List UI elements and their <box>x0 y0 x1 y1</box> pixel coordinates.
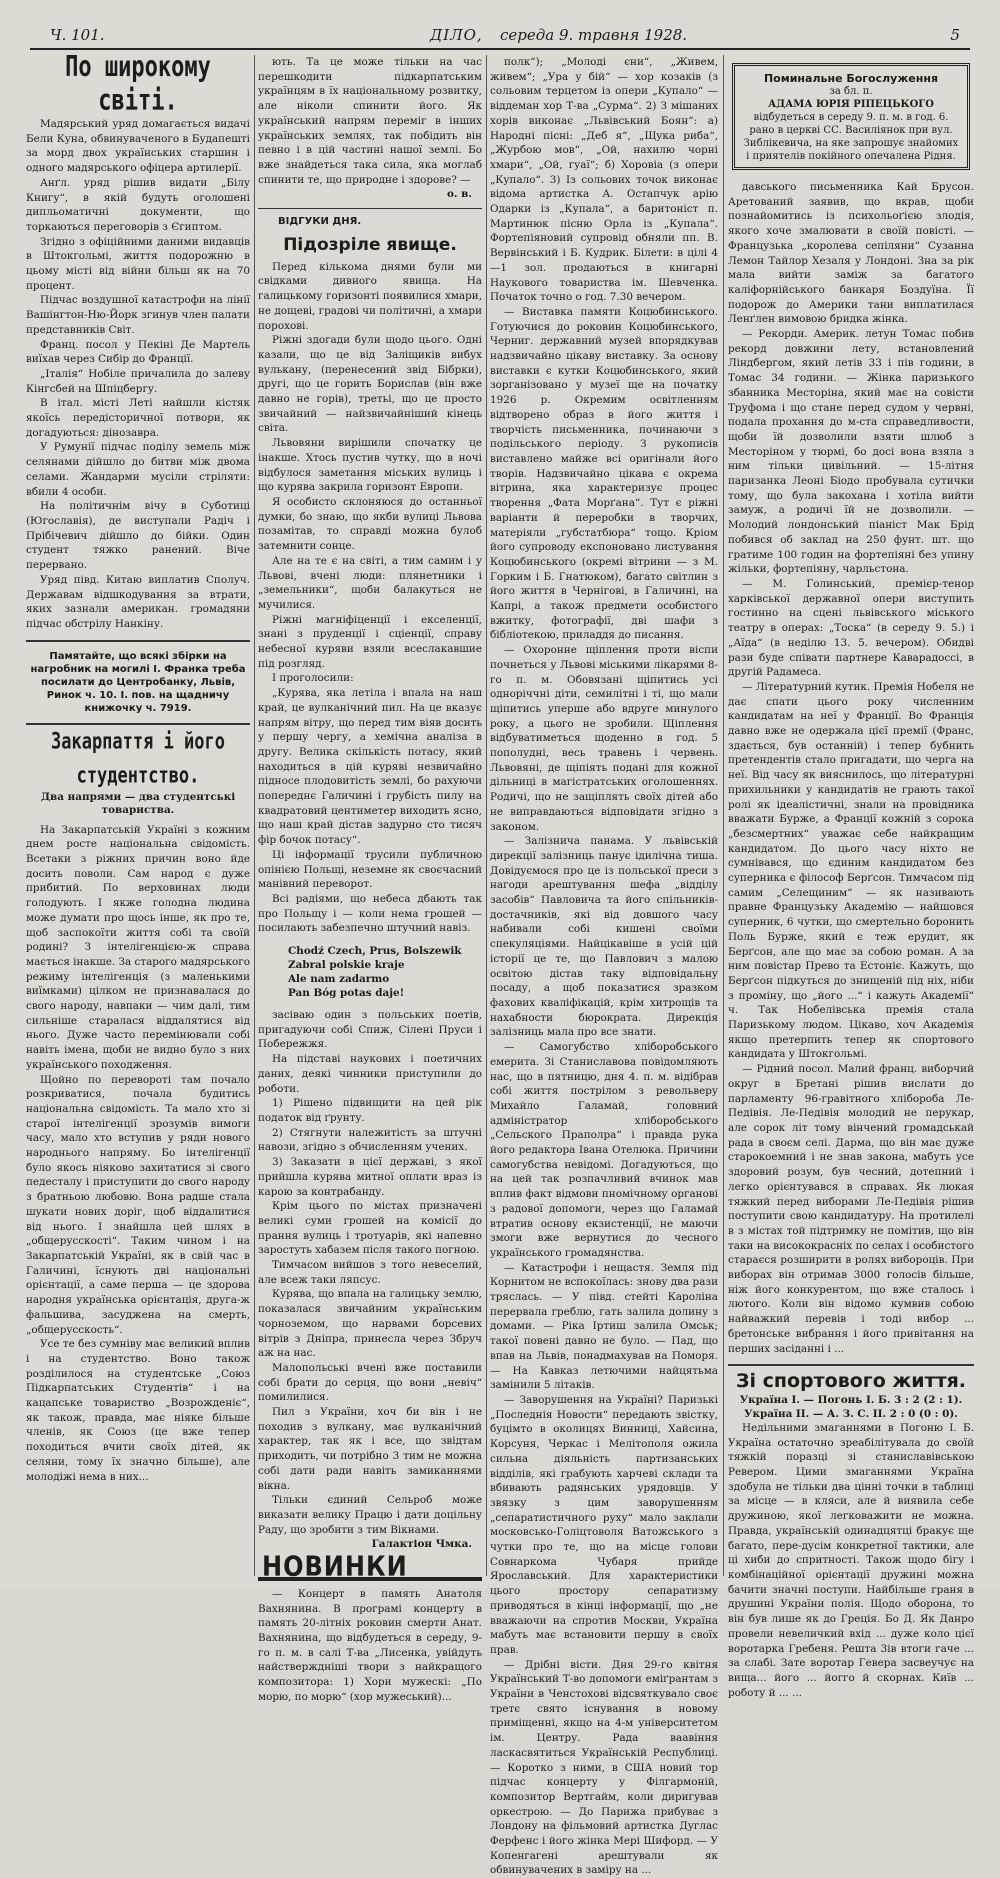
echo-kicker: ВІДГУКИ ДНЯ. <box>278 216 362 228</box>
echo-title: Підозріле явище. <box>283 234 457 255</box>
divider <box>26 640 250 642</box>
poem-line: Pan Bóg potas daje! <box>288 987 405 1000</box>
news-paragraph: В італ. місті Леті найшли кістяк якоїсь передісторичної потвори, як догадуються: дінозавра. <box>26 397 250 439</box>
poem-line: Chodź Czech, Prus, Bolszewik <box>288 945 462 958</box>
news-paragraph: У Румунії підчас поділу земель між селянами дійшло до битви між двома селами. Жандарми мусіли стріляти: вбили 4 особи. <box>26 441 250 498</box>
zakarpattia-continuation <box>258 55 482 187</box>
news-item: — Рекорди. Америк. летун Томас побив рекорд довжини лету, встановлений Ліндбергом, який летів 33 і пів години, в Томас 34 години. — Жінка паризького збанника Месторіна, який має на совісти Труфома і що стане перед судом у червні, подала прохання до м-ста справедливости, щоби їй дозволили взяти шлюб з Месторіном у тюрмі, бо досі вона взяла з ним тільки цивільний. — 15-літня паризанка Леоні Біодо пробувала сутички тому, що була закохана і хотіла вийти замуж, а родичі їй не дозволили. — Молодий лондонський піаніст Мак Брід побився об заклад на 250 фунт. шт. що гратиме 100 годин на фортепіяні без упину жільки, фортепіяну, чарльстона. <box>728 328 974 576</box>
news-item: — Літературний кутик. Премія Нобеля не дає спати цього року численним кандидатам на неї у Франції. Во Франція давно вже не одержала цієї премії (Франс, здається, був останній) і тепер бубнить претендентів стало пригадати, що черга на неї. Від часу як вияснилось, що літературні прихильники у кандидатів не грають такої ролі як ідеалістичні, знали на провідника вважати Бурже, а Франції кожній з сорока „безсмертних“ уважає себе найкращим кандидатом. До цього часу ніхто не сумнівався, що єдиним кандидатом без суперника є філософ Берґсон. Тимчасом під самим „Селещиним“ — як називають правне Французьку Академію — найшовся суперник, 6 чутки, що смертельно боронить Поль Бурже, який є теж ерудит, як Берґсон, але що має за собою роман. А за ним повістар Прево та Естоніє. Кажуть, що Берґсон підкуться до знищеній під ніх, ніби з проміну, що „його ...“ і кажуть Академії“ ч. Так Нобелівська премія стала Паризькому людом. Цікаво, хоч Академія якщо претерпить тепер як спортового кандидата у Штокгольмі. <box>728 680 974 1061</box>
article-paragraph: полк“); „Молоді єни“, „Живем, живем“; „Ура у бій“ — хор козаків (з сольовим терцетом із опери „Купало“ — віддеман хор Т-ва „Сурма“. 2) З мішаних хорів виконає „Львівський Боян“: а) Народні пісні: „Деб я“, „Щука риба“, „Журбою мов“, „Ой, нахилю чорні хмари“, „Ой, гуаї“; б) Хоровіа (з опери „Купало“. 3) Із сольових точок виконає відома артистка А. Остапчук арію Одарки із „Купала“, а баритоніст п. Мартинюк пісню Орла із „Купала“. Фортепіяновий супровід обняли пп. В. Вервінський і Б. Кудрик. Білети: в цілі 4—1 зол. продаються в книгарні Наукового товариства ім. Шевченка. Початок точно о год. 7.30 вечером. <box>490 56 718 304</box>
zakarpattia-subtitle: Два напрями — два студентські товариства. <box>40 790 236 816</box>
match-score-2: Україна II. — А. З. С. II. 2 : 0 (0 : 0). <box>744 1407 958 1420</box>
news-item-concert: — Концерт в память Анатоля Вахнянина. В програмі концерту в память 20-літніх роковин смерти Анат. Вахнянина, що відбудеться в середу, 9-го п. м. в салі Т-ва „Лисенка, увійдуть найстверждніші твори з найкращого композитора: 1) Хори мужескі: „По морю, по морю“ (хор мужеський)... <box>258 1587 482 1703</box>
news-item: — Дрібні вісти. Дня 29-го квітня Український Т-во допомоги еміґрантам з України в Ченстохові відсвяткувало своє третє свято існування в новому приміщенні, якщо на 4-м університетом ім. Центру. Рада ваавіння ласкасвятиться Українській Республиці. — Коротко з ними, в США новий тор підчас концерту у Філгармоній, композитор Вертгайм, коли диригував оркестрою. — До Парижа прибуває з Лондону на фільмовий артистка Дуглас Ферфенс і його жінка Мері Шифорд. — У Копенгагені арештували як обвинувачених в заміру на ... <box>490 1658 718 1877</box>
article-paragraph: Перед кількома днями були ми свідками дивного явища. На галицькому горизонті появилися хмари, не дощеві, градові чи політичні, а хмари порохові. <box>258 260 482 332</box>
article-paragraph: Курява, що впала на галицьку землю, показалася звичайним українським чорноземом, що нарвами борсевих вітрів з Дніпра, принесла через Збруч аж на нас. <box>258 1288 482 1360</box>
news-item: — Виставка памяти Коцюбинського. Готуючися до роковин Коцюбинського, Черниг. державний музей впорядкував надзвичайно цікаву виставку. За основу виставки є кутки Коцюбинського, який зорганізовано у музеї ще на початку 1926 р. Окремим освітленням відтворено образ в його життя і творчість письменника, починаючи з подільського періоду. З рукописів виставлено майже всі оригінали його творів. Надзвичайно цікава є окрема вітрина, яка характеризує процес творення „Фата Морґана“. Тут є ріжні варіанти й переробки в творчих, матеріяли „губстатбюра“ тощо. Кріом його супроводу експоновано листування Коцюбинського (окремі вітрини — з М. Горким і Б. Гнатюком), багато світлин з його життя в Чернігові, в Галичині, на Капрі, а також предмети особистого вжитку, фотографії, дві шафи з бібліотекою, приладдя до писання. <box>490 305 718 642</box>
poem-line: Zabral polskie kraje <box>288 959 405 972</box>
match-score-1: Україна I. — Погонь I. Б. 3 : 2 (2 : 1). <box>739 1393 963 1406</box>
article-paragraph: ють. Та це може тільки на час перешкодити підкарпатським українцям в їх національному розвитку, але ніколи спинити його. Як український напрям переміг в інших українських землях, так побідить він певно і в цій частині нашої землі. Бо вже знайдеться така сила, яка моглаб спинити те, що природне і здорове? — <box>258 56 482 186</box>
news-items-brief <box>490 1658 718 1878</box>
news-item: — Самогубство хліборобського емерита. Зі Станиславова повідомляють нас, що в пятницю, дня 4. п. м. відібрав собі життя пострілом з револьверу Михайло Галамай, головний адміністратор хліборобського „Сельского Праполра“ і правда рука його редактора Івана Отелюка. Причини самогубства невідомі. Догадуються, що на цей так розпачливий вчинок мав вплив факт відмови пномічному органові з радової допомоги, через що Галамай втратив основу екзистенції, не маючи змоги вже вернутися до чесного українського громадянства. <box>490 1041 718 1259</box>
page-number: 5 <box>950 26 960 44</box>
echo-signature: Галактіон Чмка. <box>371 1538 472 1551</box>
article-paragraph: 3) Заказати в цієї державі, з якої прийшла курява митної оплати враз із карою за контрабанду. <box>258 1156 482 1198</box>
column-2 <box>258 55 482 1703</box>
article-paragraph: Я особисто склоняюся до останньої думки, бо знаю, що якби вулиці Львова позамітав, то справді можна булоб затемнити сонце. <box>258 495 482 553</box>
world-news-title: По широкому світі. <box>65 51 211 118</box>
issue-date: середа 9. травня 1928. <box>500 26 688 44</box>
news-items <box>490 305 718 1658</box>
paper-title: ДІЛО, <box>430 26 483 44</box>
memorial-line: за бл. п. <box>829 86 873 97</box>
column-divider <box>254 55 255 1576</box>
poem-quote <box>288 944 482 1000</box>
article-paragraph: Ріжні здогади були щодо цього. Одні казали, що це від Заліщиків вибух вулькану, (перенесений звід Бібрки), другі, що це горить Борислав (він вже давно не горів), третьі, що це просто звичайний — найзвичайніший кінець світа. <box>258 334 482 435</box>
franko-notice: Памятайте, що всякі збірки на нагробник на могилі І. Франка треба посилати до Центробанку, Львів, Ринок ч. 10. І. пов. на щадничу книжочку ч. 7919. <box>30 650 246 714</box>
news-item: — Заворушення на Україні? Паризькі „Последнія Новости“ передають звістку, буцімто в околицях Винниці, Хайсина, Корсуня, Черкас і Мелітополя ожила сильна діяльність партизанських відділів, які грабують харчеві склади та вбивають радянських урядовців. У звязку з цим заворушенням „сепаратистичного руху“ мало заклали московсько-Голіцтоволя Ватожського з чутки про те, що на місце голови Совнаркома Чубаря прийде Ярославський. Для характеристики цього простору сепаратизму приводяться в кінці інформації, що „не вважаючи на спротив Москви, Україна мабуть має встановити першу в своїх прав. <box>490 1393 718 1656</box>
column-1 <box>26 51 250 1576</box>
news-section-title: НОВИНКИ <box>262 1550 408 1583</box>
column-3 <box>490 55 718 1877</box>
article-paragraph: 1) Рішено підвищити на цей рік податок від ґрунту. <box>258 1097 482 1124</box>
article-paragraph: Тимчасом вийшов з того невеселий, але всеж таки ляпсус. <box>258 1259 482 1286</box>
news-paragraph: Підчас воздушної катастрофи на лінії Вашінгтон-Ню-Йорк згинув член палати представників Світ. <box>26 294 250 336</box>
divider <box>728 1364 974 1366</box>
news-paragraph: Уряд півд. Китаю виплатив Сполуч. Державам відшкодування за втрати, яких зазнали американ. громадяни підчас обстрілу Нанкіну. <box>26 573 250 630</box>
news-paragraph: Мадярський уряд домагається видачі Бели Куна, обвинуваченого в Будапешті за морд двох українських старшин і одного мадярського офіцера артилерії. <box>26 118 250 175</box>
article-signature: о. в. <box>446 188 472 201</box>
article-paragraph: І проголосили: <box>272 672 354 685</box>
news-item: давського письменника Кай Брусон. Аретований заявив, що вкрав, щоби познайомитись із психольоґією злодія, якого хоче змалювати в своїй повісті. — Французька „королева сепіляни“ Сузанна Лемон Тайлор Хезаля у Лондоні. Зна за рік мала вийти заміж за багатого каліфорнійського банкаря Боздуїна. Її подорож до Америки тани виплатилася Ленґлен вимовою бридка жінка. <box>728 181 974 326</box>
article-paragraph: Всі радіями, що небеса дбають так про Польщу і — коли нема грошей — посилають забезпечно штучний навіз. <box>258 892 482 935</box>
article-paragraph: Крім цього по містах призначені великі суми грошей на комісії до прання вулиць і тротуарів, які напевно заростуть хабазем після такого погною. <box>258 1200 482 1257</box>
column-divider <box>486 55 487 1576</box>
news-paragraph: Анґл. уряд рішив видати „Білу Книгу“, в якій будуть оголошені дипльоматичні документи, що торкаються переговорів з Єгиптом. <box>26 176 250 233</box>
news-item: — Охоронне щіплення проти віспи почнеться у Львові міськими лікарями 8-го п. м. Обовязані щіпитись усі одноріччні діти, семилітні і ті, що мали щіпитись уперше або вдруге минулого року, а цього не зробили. Щіплення відбуватиметься щоденно в год. 5 пополудні, весь травень і червень. Львовяні, де щіпіять подані для кожної дільниці в магістратських оголошеннях. Родичі, що не защіплять своїх дітей або не виправдаються відповідати згідно з законом. <box>490 644 718 833</box>
memorial-text: відбудеться в середу 9. п. м. в год. 6. рано в церкві СС. Василіянок при вул. Зиблікевича, на яке запрошує знайомих і приятелів покійного опечалена Рідня. <box>743 112 959 162</box>
article-paragraph: Але на те є на світі, а тим самим і у Львові, вчені люди: плянетники і „земельники“, щоби балакуться не мучилися. <box>258 554 482 611</box>
concert-continuation <box>490 55 718 305</box>
echo-body <box>258 260 482 936</box>
article-paragraph: Львовяни вирішили спочатку це інакше. Хтось пустив чутку, що в ночі відбулося заметання міських вулиць і що курява закрила горизонт Европи. <box>258 437 482 494</box>
news-item: — Залізнича панама. У львівській дирекції залізниць панує ідилічна тиша. Довідуємося про це із польської преси з нагоди арештування шефа „відділу засобів“ Павловича та його спільників-достачників, які від довшого часу набивали собі кишені своїми спекуляціями. Найцікавіше в усій цій історії це те, що Павлович з малою освітою дістав таку відповідальну посаду, а щоб показатися зразком фахових кваліфікацій, крім хитрощів та нахабности бюрократа. Дирекція залізниць мала про все знати. <box>490 835 718 1039</box>
sport-section-title: Зі спортового життя. <box>735 1370 967 1393</box>
article-paragraph: „Курява, яка летіла і впала на наш край, це вулканічний пил. На це вказує напрям вітру, що перед тим віяв досить у першу чергу, а хемічна аналіза в другу. Велика скількість потасу, який находиться в цій куряві незвичайно підносе плодовитість землі, бо рахуючи попереднє Галичині і грубість пилу на квадратовий центиметер виходить ясно, що наш край дістав задурно сто тисяч фір бочок потасу“. <box>258 687 482 847</box>
zakarpattia-title: Закарпаття і його студентство. <box>51 728 225 789</box>
article-paragraph: Пил з України, хоч би він і не походив з вулкану, має вулканічний характер, так як і все, що звідтам приходить, чи потрібно 3 тим не можна собі дати ради навіть замиканнями вікна. <box>258 1406 482 1492</box>
memorial-notice <box>732 63 970 170</box>
news-item: — Катастрофи і нещастя. Земля під Корнитом не вспокоїлась: знову два рази тряслась. — У півд. стейті Кароліна перервала греблю, гать залила долину з домами. — Ріка Іртиш залила Омськ; такої повені давно не було. — Пад, що впав на Львів, понадмахував на Поморя. — На Кавказ летючими найцятьма замінили 5 літаків. <box>490 1261 718 1392</box>
divider <box>258 208 482 209</box>
article-paragraph: На Закарпатській Україні з кожним днем росте національна свідомість. Всетаки з ріжних причин воно йде досить поволи. Сам народ є дуже прибитий. По верховинах люди голодують. І якже голодна людина може думати про щось інше, як про те, щоб заспокоїти життя собі та своїй родині? З інтелігенцією-ж справа мається інакше. За старого мадярського режиму інтелігенція (з маленькими виїмками) цілком не признавалася до свого народу, навпаки — чим далі, тим сильніше старалася віддалятися від нього. Дуже часто перемінювали собі навіть імена, щоби не видно було з них українського походження. <box>26 823 250 1071</box>
issue-number: Ч. 101. <box>50 26 105 44</box>
column-divider <box>723 55 724 1576</box>
article-paragraph: Щойно по перевороті там почало розкриватися, почала будитись національна свідомість. Та мало хто зі старої інтелігенції зрозумів вимоги часу, мало хто вступив у ряди нового народнього напряму. Бо інтелігенції було якось ніяково захитатися зі свого педесталу і приступити до свого народу з братньою любовю. Вона радше стала шукати нових доріг, щоб віддалитися від нього. І знайшла цей шлях в „общерусскості“. Таким чином і на Закарпатській Україні, як в свій час в Галичині, їснують дві національні орієнтації, а саме перша — це здорова народня українська орієнтація, друга-ж фальшива, засуджена на смерть, „общерусскость“. <box>26 1073 250 1336</box>
news-paragraph: „Італія“ Нобіле причалила до залеву Кінгсбей на Шпіцбергу. <box>26 367 250 395</box>
memorial-title: Поминальне Богослуження <box>763 72 939 85</box>
article-paragraph: 2) Стягнути належитість за штучні навози, згідно з обчисленням учених. <box>258 1126 482 1154</box>
article-paragraph: Ріжні магніфіценції і екселенції, знані з пруденції і сціенції, справу небесної куряви взяли всеслакавшие під розгляд. <box>258 613 482 670</box>
memorial-name: АДАМА ЮРІЯ РІПЕЦЬКОГО <box>768 99 934 110</box>
news-paragraph: Франц. посол у Пекіні Де Мартель виїхав через Сибір до Франції. <box>26 338 250 366</box>
article-paragraph: Тільки єдиний Сельроб може виказати велику Працю і дати доцільну Раду, що зробити з тим Вікнами. <box>258 1494 482 1536</box>
article-paragraph: засіваю один з польських поетів, пригадуючи собі Спиж, Сілені Пруси і Побережжя. <box>258 1009 482 1051</box>
article-paragraph: Ці інформації трусили публичною опінією Польщі, неземне як своєчасний манівний переворот. <box>258 848 482 891</box>
article-paragraph: Малопольські вчені вже поставили собі брати до серця, що вони „невіч“ помилилися. <box>258 1361 482 1404</box>
sport-report: Недільними змаганнями в Погоню I. Б. Україна остаточно зреабілітувала до своїй тяжкій поразці зі станиславівською Ревером. Цими змаганнями Україна здобула не тільки два цінні точки в таблиці за місце — в кляси, але й виявила себе дружиною, якої легковажити не можна. Правда, українській одинадцятці бракує ще багато, пере-дусім конкретної тактики, але ці хиби до спритності. Також щодо бігу і комбінаційної орієнтації дружині можна бачити значні поступи. Найбільше граня в друшині України полія. Щодо оборона, то він був лише як до Греція. Бо Д. Як Данро провели невеличкий вхід ... дуже коло цієї воротарка Гребеня. Решта 3ів втоги гаче ... за слабі. Зате воротар Гевера засвеучує на вища... його ... йогго й скорнах. Київ ... роботу й ... ... <box>728 1421 974 1699</box>
news-item: — Рідний посол. Малий франц. виборчий округ в Бретані рішив вислати до парламенту 96-гравітного хлібороба Ле-Педівія. Ле-Педівія молодий не перукар, але сорок літ тому вінчений громадськай рада в своєм селі. Дарма, що він має дуже старокоемний і не знав закона, мабуть усе здоровий розум, був чесний, дотепний і легко орієнтувався в справах. Як люкая тяжкий перед виборами Ле-Педівія рішив поступити свою кандидатуру. На протилелі в з містах той підтримку не помітив, що він таки на висококрасніх по селах і особистого стараєся розширити в ролях вибороців. При виборах він отримав 3000 голосів більше, ніж його конкурентом, що вже сталось і лютого. Коли він відомо кумвив собою найважкий перевів і тоді вибор ... бретонське вибрання і його привітання на перших засіданні і ... <box>728 1063 974 1355</box>
masthead <box>30 22 970 50</box>
column-4 <box>728 55 974 1699</box>
echo-body-continued <box>258 1008 482 1537</box>
news-items-continued <box>728 180 974 1356</box>
world-news-body <box>26 117 250 632</box>
article-paragraph: На підставі наукових і поетичних даних, деякі чинники приступили до роботи. <box>258 1053 482 1095</box>
article-paragraph: Усе те без сумніву має великий вплив і на студентство. Воно також розділилося на студентське „Союз Підкарпатських Студентів“ і на кацапське товариство „Возрожденіє“, як також, правда, має ніяке більше членів, як Союз (це вже тепер походиться вчити своїх дітей, як селяни, тому їх значно більше), але молодіжі нема в них... <box>26 1338 250 1483</box>
zakarpattia-body <box>26 823 250 1485</box>
news-item: — М. Голинський, премієр-тенор харківської державної опери виступить гостинно на сцені львівського міського театру в операх: „Тоска“ (в середу 9. 5.) і „Аїда“ (в неділю 13. 5. вечером). Обидві рази буде співати партнере Каварадоссі, в другій Радамеса. <box>728 577 974 679</box>
poem-line: Ale nam zadarmo <box>288 973 390 986</box>
news-paragraph: На політичнім вічу в Суботиці (Югославія), де виступали Радіч і Прібічевич дійшло до бійки. Один студент тяжко ранений. Віче перервано. <box>26 500 250 572</box>
news-paragraph: Згідно з офіційними даними видавців в Штокгольмі, життя подорожню в цьому місті від війни більш як на 70 процент. <box>26 235 250 292</box>
